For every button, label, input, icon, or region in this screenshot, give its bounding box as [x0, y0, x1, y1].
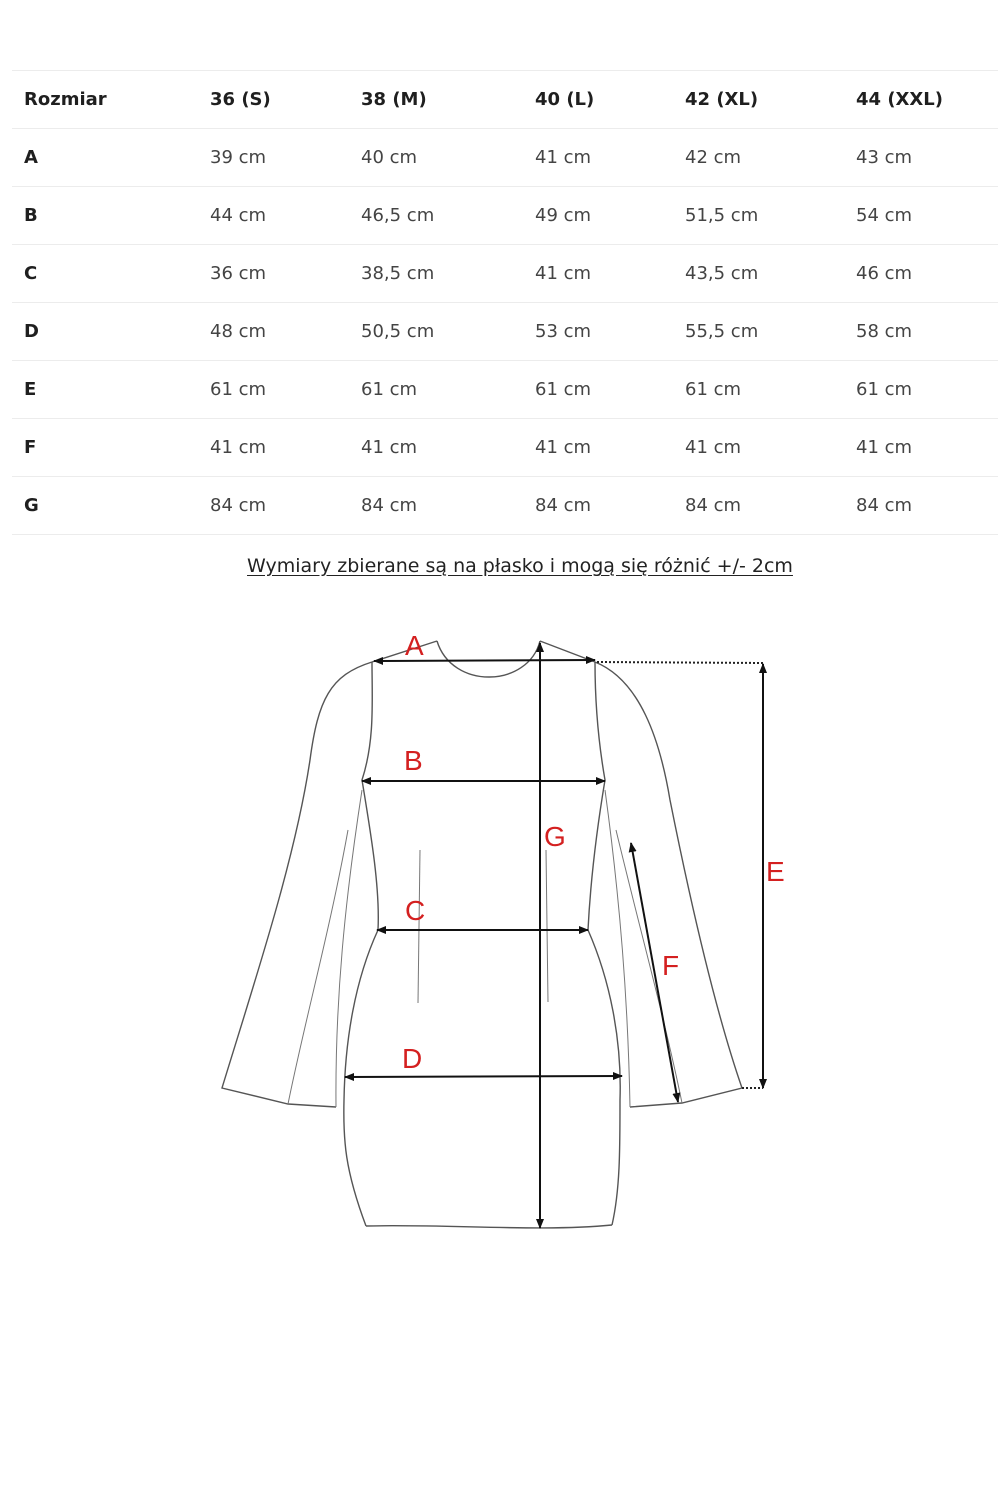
body-right-side — [588, 662, 620, 1225]
measure-label-b: B — [404, 745, 423, 776]
measure-label-e: E — [766, 856, 785, 887]
body-left-side — [344, 662, 379, 1226]
column-header: 38 (M) — [361, 89, 427, 110]
right-shoulder — [540, 641, 595, 662]
table-cell: 41 cm — [535, 147, 592, 168]
measurement-note: Wymiary zbierane są na płasko i mogą się różnić +/- 2cm — [247, 555, 793, 577]
dress-outline — [222, 641, 742, 1228]
column-header: 40 (L) — [535, 89, 595, 110]
table-cell: 84 cm — [856, 495, 913, 516]
table-cell: 50,5 cm — [361, 321, 435, 342]
measure-label-d: D — [402, 1043, 423, 1074]
table-cell: 84 cm — [685, 495, 742, 516]
measure-label-f: F — [662, 950, 680, 981]
row-key: B — [24, 205, 38, 226]
table-cell: 36 cm — [210, 263, 267, 284]
table-cell: 84 cm — [210, 495, 267, 516]
table-cell: 38,5 cm — [361, 263, 435, 284]
table-cell: 41 cm — [535, 437, 592, 458]
row-key: F — [24, 437, 37, 458]
table-cell: 84 cm — [361, 495, 418, 516]
table-cell: 49 cm — [535, 205, 592, 226]
table-cell: 58 cm — [856, 321, 913, 342]
guide-line-e-top — [597, 662, 763, 663]
table-cell: 41 cm — [856, 437, 913, 458]
table-cell: 84 cm — [535, 495, 592, 516]
table-cell: 39 cm — [210, 147, 267, 168]
row-key: E — [24, 379, 37, 400]
measure-label-c: C — [405, 895, 426, 926]
table-cell: 41 cm — [210, 437, 267, 458]
measure-label-g: G — [544, 821, 566, 852]
table-cell: 51,5 cm — [685, 205, 759, 226]
measure-arrow-d — [345, 1076, 622, 1077]
left-sleeve-seam-inner — [336, 790, 362, 1107]
table-cell: 46,5 cm — [361, 205, 435, 226]
neckline — [437, 641, 540, 677]
table-cell: 53 cm — [535, 321, 592, 342]
table-cell: 54 cm — [856, 205, 913, 226]
table-cell: 61 cm — [685, 379, 742, 400]
table-cell: 61 cm — [535, 379, 592, 400]
table-cell: 41 cm — [535, 263, 592, 284]
right-dart — [546, 850, 548, 1002]
row-key: D — [24, 321, 39, 342]
table-cell: 44 cm — [210, 205, 267, 226]
table-cell: 40 cm — [361, 147, 418, 168]
column-header: 42 (XL) — [685, 89, 759, 110]
row-key: G — [24, 495, 39, 516]
table-cell: 41 cm — [361, 437, 418, 458]
table-cell: 55,5 cm — [685, 321, 759, 342]
row-key: A — [24, 147, 38, 168]
table-cell: 42 cm — [685, 147, 742, 168]
table-cell: 48 cm — [210, 321, 267, 342]
table-cell: 46 cm — [856, 263, 913, 284]
table-cell: 61 cm — [361, 379, 418, 400]
table-cell: 43 cm — [856, 147, 913, 168]
left-sleeve-seam-outer — [288, 830, 348, 1104]
hem — [366, 1225, 612, 1228]
measure-label-a: A — [405, 630, 424, 661]
row-key: C — [24, 263, 38, 284]
table-cell: 61 cm — [856, 379, 913, 400]
table-cell: 43,5 cm — [685, 263, 759, 284]
table-cell: 41 cm — [685, 437, 742, 458]
column-header: 36 (S) — [210, 89, 271, 110]
column-header: 44 (XXL) — [856, 89, 943, 110]
left-sleeve — [222, 662, 372, 1107]
table-cell: 61 cm — [210, 379, 267, 400]
column-header: Rozmiar — [24, 89, 107, 110]
left-dart — [418, 850, 420, 1003]
